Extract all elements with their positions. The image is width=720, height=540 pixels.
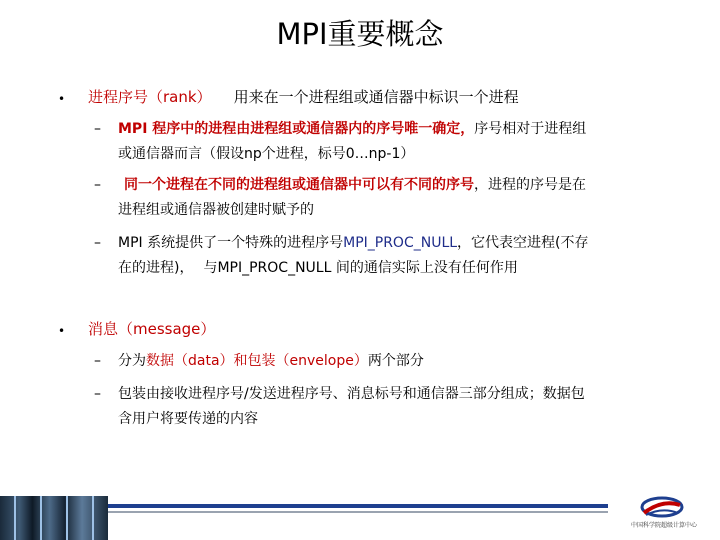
dash-message-1: – [94,353,101,369]
dash-rank-1: – [94,121,101,137]
message-sub-1-prefix: 分为 [118,353,146,369]
message-sub-2-line1: 包装由接收进程序号/发送进程序号、消息标号和通信器三部分组成；数据包 [118,386,585,402]
message-sub-1-highlight: 数据（data）和包装（envelope） [146,353,368,369]
rack-highlight [40,496,42,540]
rack-highlight [14,496,16,540]
rank-sub-1-line2: 或通信器而言（假设np个进程，标号0…np-1） [118,146,415,162]
rack-highlight [66,496,68,540]
dash-rank-2: – [94,177,101,193]
message-heading: 消息（message） [88,320,216,338]
rank-sub-1-line1 [118,118,586,140]
logo-caption: 中国科学院超级计算中心 [630,522,697,529]
rank-label: 进程序号（rank） [88,88,212,106]
rank-sub-2-highlight: 同一个进程在不同的进程组或通信器中可以有不同的序号 [124,177,474,193]
message-sub-2-line2: 含用户将要传递的内容 [118,411,258,427]
rank-sub-3-text-a: MPI 系统提供了一个特殊的进程序号 [118,235,344,251]
message-sub-1-suffix: 两个部分 [367,353,424,369]
rank-heading [88,86,519,108]
rank-sub-3-proc-null: MPI_PROC_NULL [343,235,458,251]
dash-rank-3: – [94,235,101,251]
rank-sub-2-line2: 进程组或通信器被创建时赋予的 [118,202,314,218]
message-sub-1 [118,350,424,372]
rank-sub-3-line2 [118,257,518,279]
bullet-rank: • [58,92,66,106]
rank-sub-3-text-e: 与MPI_PROC_NULL 间的通信实际上没有任何作用 [203,260,518,276]
rank-sub-2-line1 [124,174,586,196]
rank-sub-1-highlight: MPI 程序中的进程由进程组或通信器内的序号唯一确定， [118,121,475,137]
rank-sub-3-text-d: 在的进程)， [118,260,194,276]
bullet-message: • [58,324,66,338]
rank-sub-3-text-c: ，它代表空进程(不存 [457,235,589,251]
footer-divider-grey [108,511,608,513]
footer-divider-blue [108,504,608,508]
rank-sub-2-rest: ，进程的序号是在 [474,177,586,193]
rank-sub-3-line1 [118,232,589,254]
rank-description: 用来在一个进程组或通信器中标识一个进程 [233,88,519,106]
slide-title: MPI重要概念 [276,17,444,51]
rack-highlight [92,496,94,540]
rank-sub-1-rest: 序号相对于进程组 [474,121,587,137]
dash-message-2: – [94,386,101,402]
